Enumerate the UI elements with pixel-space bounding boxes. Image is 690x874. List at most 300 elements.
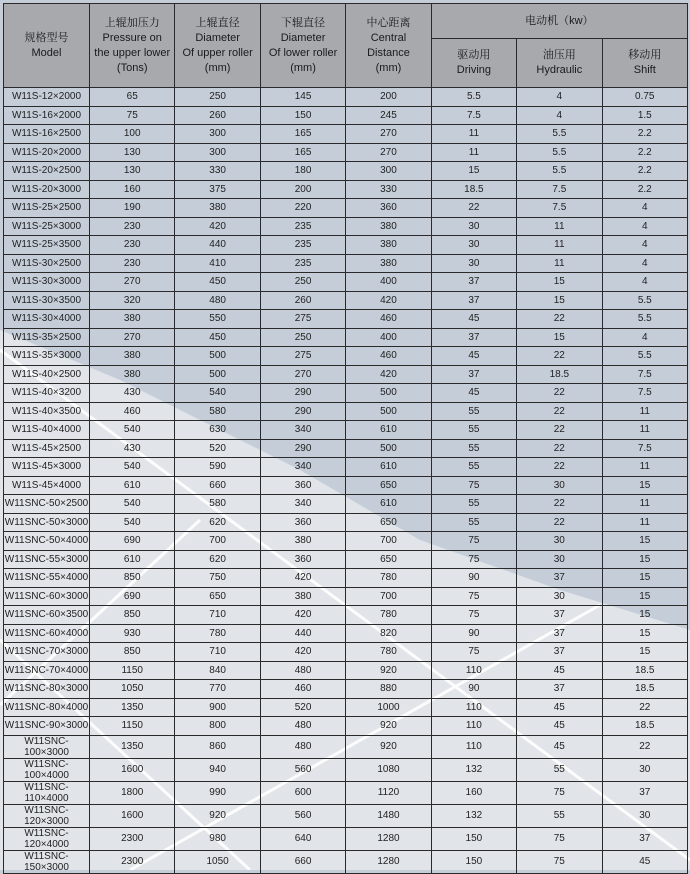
cell-central-distance: 780 — [346, 606, 431, 625]
cell-central-distance: 880 — [346, 680, 431, 699]
cell-model: W11S-25×3500 — [4, 236, 90, 255]
cell-pressure: 1150 — [90, 717, 175, 736]
cell-hydraulic: 55 — [517, 804, 602, 827]
cell-model: W11SNC-50×4000 — [4, 532, 90, 551]
cell-hydraulic: 45 — [517, 735, 602, 758]
cell-pressure: 130 — [90, 162, 175, 181]
cell-central-distance: 1080 — [346, 758, 431, 781]
cell-lower-diameter: 480 — [260, 661, 345, 680]
table-row — [4, 550, 688, 569]
cell-pressure: 2300 — [90, 850, 175, 873]
cell-shift: 18.5 — [602, 661, 687, 680]
cell-hydraulic: 5.5 — [517, 143, 602, 162]
table-row — [4, 291, 688, 310]
header-model: 规格型号 Model — [4, 4, 90, 88]
cell-central-distance: 1000 — [346, 698, 431, 717]
cell-shift: 15 — [602, 624, 687, 643]
cell-driving: 45 — [431, 310, 516, 329]
cell-hydraulic: 30 — [517, 587, 602, 606]
cell-lower-diameter: 145 — [260, 88, 345, 107]
table-row — [4, 310, 688, 329]
cell-lower-diameter: 150 — [260, 106, 345, 125]
cell-pressure: 850 — [90, 569, 175, 588]
cell-pressure: 100 — [90, 125, 175, 144]
cell-driving: 110 — [431, 698, 516, 717]
cell-central-distance: 700 — [346, 532, 431, 551]
header-upper-diameter: 上辊直径 Diameter Of upper roller (mm) — [175, 4, 260, 88]
cell-lower-diameter: 220 — [260, 199, 345, 218]
cell-central-distance: 1480 — [346, 804, 431, 827]
cell-upper-diameter: 580 — [175, 402, 260, 421]
cell-model: W11SNC-80×3000 — [4, 680, 90, 699]
cell-upper-diameter: 375 — [175, 180, 260, 199]
table-row — [4, 199, 688, 218]
cell-lower-diameter: 360 — [260, 476, 345, 495]
cell-central-distance: 245 — [346, 106, 431, 125]
cell-driving: 45 — [431, 347, 516, 366]
cell-driving: 75 — [431, 532, 516, 551]
cell-upper-diameter: 330 — [175, 162, 260, 181]
cell-upper-diameter: 700 — [175, 532, 260, 551]
cell-upper-diameter: 300 — [175, 143, 260, 162]
table-row — [4, 476, 688, 495]
cell-shift: 7.5 — [602, 384, 687, 403]
cell-shift: 11 — [602, 495, 687, 514]
cell-lower-diameter: 165 — [260, 143, 345, 162]
cell-hydraulic: 15 — [517, 273, 602, 292]
header-lower-diameter: 下辊直径 Diameter Of lower roller (mm) — [260, 4, 345, 88]
table-row — [4, 106, 688, 125]
cell-central-distance: 420 — [346, 291, 431, 310]
cell-shift: 15 — [602, 587, 687, 606]
cell-shift: 18.5 — [602, 680, 687, 699]
cell-pressure: 540 — [90, 458, 175, 477]
cell-shift: 4 — [602, 217, 687, 236]
cell-pressure: 1600 — [90, 758, 175, 781]
cell-shift: 30 — [602, 804, 687, 827]
cell-hydraulic: 5.5 — [517, 125, 602, 144]
cell-lower-diameter: 270 — [260, 365, 345, 384]
cell-pressure: 230 — [90, 217, 175, 236]
cell-upper-diameter: 650 — [175, 587, 260, 606]
table-row — [4, 624, 688, 643]
cell-pressure: 130 — [90, 143, 175, 162]
cell-shift: 2.2 — [602, 180, 687, 199]
table-row — [4, 735, 688, 758]
cell-shift: 4 — [602, 254, 687, 273]
cell-hydraulic: 11 — [517, 236, 602, 255]
cell-lower-diameter: 275 — [260, 347, 345, 366]
cell-hydraulic: 45 — [517, 661, 602, 680]
cell-shift: 15 — [602, 643, 687, 662]
cell-shift: 11 — [602, 421, 687, 440]
table-row — [4, 827, 688, 850]
cell-driving: 55 — [431, 402, 516, 421]
specification-table — [3, 3, 688, 874]
table-row — [4, 680, 688, 699]
cell-model: W11SNC-120×3000 — [4, 804, 90, 827]
cell-central-distance: 380 — [346, 236, 431, 255]
cell-lower-diameter: 290 — [260, 439, 345, 458]
cell-hydraulic: 4 — [517, 106, 602, 125]
cell-lower-diameter: 520 — [260, 698, 345, 717]
cell-upper-diameter: 450 — [175, 273, 260, 292]
cell-model: W11SNC-50×3000 — [4, 513, 90, 532]
cell-shift: 37 — [602, 781, 687, 804]
cell-hydraulic: 30 — [517, 550, 602, 569]
cell-upper-diameter: 780 — [175, 624, 260, 643]
table-row — [4, 236, 688, 255]
cell-central-distance: 1280 — [346, 827, 431, 850]
cell-hydraulic: 11 — [517, 254, 602, 273]
cell-hydraulic: 22 — [517, 458, 602, 477]
cell-shift: 2.2 — [602, 125, 687, 144]
cell-shift: 4 — [602, 328, 687, 347]
cell-pressure: 540 — [90, 513, 175, 532]
cell-lower-diameter: 235 — [260, 217, 345, 236]
cell-lower-diameter: 235 — [260, 236, 345, 255]
cell-hydraulic: 22 — [517, 402, 602, 421]
table-row — [4, 717, 688, 736]
cell-shift: 5.5 — [602, 347, 687, 366]
cell-driving: 37 — [431, 273, 516, 292]
header-shift: 移动用 Shift — [602, 39, 687, 88]
cell-model: W11S-45×2500 — [4, 439, 90, 458]
cell-model: W11SNC-55×4000 — [4, 569, 90, 588]
cell-lower-diameter: 560 — [260, 804, 345, 827]
cell-hydraulic: 7.5 — [517, 199, 602, 218]
cell-lower-diameter: 420 — [260, 606, 345, 625]
cell-lower-diameter: 440 — [260, 624, 345, 643]
cell-model: W11S-40×4000 — [4, 421, 90, 440]
cell-model: W11SNC-50×2500 — [4, 495, 90, 514]
cell-driving: 110 — [431, 735, 516, 758]
cell-driving: 75 — [431, 476, 516, 495]
table-row — [4, 143, 688, 162]
cell-central-distance: 650 — [346, 476, 431, 495]
cell-model: W11S-25×3000 — [4, 217, 90, 236]
header-driving: 驱动用 Driving — [431, 39, 516, 88]
cell-model: W11SNC-100×3000 — [4, 735, 90, 758]
cell-central-distance: 400 — [346, 328, 431, 347]
cell-hydraulic: 22 — [517, 347, 602, 366]
cell-pressure: 1150 — [90, 661, 175, 680]
cell-model: W11S-30×2500 — [4, 254, 90, 273]
cell-model: W11SNC-60×4000 — [4, 624, 90, 643]
cell-model: W11S-20×3000 — [4, 180, 90, 199]
table-row — [4, 384, 688, 403]
cell-upper-diameter: 900 — [175, 698, 260, 717]
cell-upper-diameter: 440 — [175, 236, 260, 255]
cell-hydraulic: 37 — [517, 643, 602, 662]
cell-hydraulic: 37 — [517, 624, 602, 643]
cell-central-distance: 700 — [346, 587, 431, 606]
cell-upper-diameter: 770 — [175, 680, 260, 699]
cell-lower-diameter: 275 — [260, 310, 345, 329]
cell-lower-diameter: 460 — [260, 680, 345, 699]
table-body — [4, 88, 688, 874]
cell-lower-diameter: 380 — [260, 587, 345, 606]
cell-upper-diameter: 940 — [175, 758, 260, 781]
cell-shift: 37 — [602, 827, 687, 850]
cell-shift: 2.2 — [602, 162, 687, 181]
cell-pressure: 610 — [90, 476, 175, 495]
cell-model: W11S-40×2500 — [4, 365, 90, 384]
cell-central-distance: 460 — [346, 310, 431, 329]
cell-central-distance: 820 — [346, 624, 431, 643]
cell-driving: 7.5 — [431, 106, 516, 125]
cell-upper-diameter: 250 — [175, 88, 260, 107]
cell-central-distance: 380 — [346, 217, 431, 236]
cell-driving: 160 — [431, 781, 516, 804]
cell-driving: 15 — [431, 162, 516, 181]
cell-model: W11S-45×3000 — [4, 458, 90, 477]
cell-driving: 90 — [431, 624, 516, 643]
table-row — [4, 217, 688, 236]
cell-hydraulic: 45 — [517, 717, 602, 736]
cell-hydraulic: 75 — [517, 827, 602, 850]
table-row — [4, 347, 688, 366]
cell-hydraulic: 22 — [517, 439, 602, 458]
table-row — [4, 804, 688, 827]
cell-hydraulic: 30 — [517, 532, 602, 551]
cell-central-distance: 500 — [346, 439, 431, 458]
cell-pressure: 690 — [90, 532, 175, 551]
cell-pressure: 230 — [90, 254, 175, 273]
cell-driving: 150 — [431, 827, 516, 850]
cell-upper-diameter: 980 — [175, 827, 260, 850]
cell-upper-diameter: 500 — [175, 347, 260, 366]
table-row — [4, 328, 688, 347]
cell-hydraulic: 75 — [517, 850, 602, 873]
cell-hydraulic: 5.5 — [517, 162, 602, 181]
cell-model: W11SNC-80×4000 — [4, 698, 90, 717]
cell-model: W11SNC-60×3000 — [4, 587, 90, 606]
cell-central-distance: 420 — [346, 365, 431, 384]
cell-lower-diameter: 235 — [260, 254, 345, 273]
cell-pressure: 380 — [90, 310, 175, 329]
cell-hydraulic: 7.5 — [517, 180, 602, 199]
cell-upper-diameter: 660 — [175, 476, 260, 495]
cell-driving: 55 — [431, 439, 516, 458]
cell-upper-diameter: 710 — [175, 643, 260, 662]
cell-lower-diameter: 290 — [260, 402, 345, 421]
cell-pressure: 540 — [90, 421, 175, 440]
cell-central-distance: 460 — [346, 347, 431, 366]
header-motor-group: 电动机（kw） — [431, 4, 687, 39]
cell-lower-diameter: 380 — [260, 532, 345, 551]
cell-shift: 5.5 — [602, 291, 687, 310]
cell-lower-diameter: 165 — [260, 125, 345, 144]
cell-shift: 4 — [602, 199, 687, 218]
table-row — [4, 513, 688, 532]
cell-lower-diameter: 250 — [260, 273, 345, 292]
cell-driving: 37 — [431, 328, 516, 347]
cell-pressure: 430 — [90, 384, 175, 403]
cell-pressure: 270 — [90, 328, 175, 347]
cell-model: W11S-30×3500 — [4, 291, 90, 310]
cell-shift: 1.5 — [602, 106, 687, 125]
cell-model: W11SNC-55×3000 — [4, 550, 90, 569]
cell-model: W11S-40×3200 — [4, 384, 90, 403]
cell-pressure: 320 — [90, 291, 175, 310]
cell-hydraulic: 22 — [517, 421, 602, 440]
cell-pressure: 75 — [90, 106, 175, 125]
cell-pressure: 1050 — [90, 680, 175, 699]
cell-hydraulic: 22 — [517, 513, 602, 532]
cell-hydraulic: 45 — [517, 698, 602, 717]
cell-lower-diameter: 290 — [260, 384, 345, 403]
cell-shift: 15 — [602, 569, 687, 588]
table-row — [4, 606, 688, 625]
cell-model: W11S-16×2500 — [4, 125, 90, 144]
cell-shift: 11 — [602, 458, 687, 477]
cell-central-distance: 400 — [346, 273, 431, 292]
cell-lower-diameter: 660 — [260, 850, 345, 873]
cell-central-distance: 780 — [346, 569, 431, 588]
cell-driving: 11 — [431, 125, 516, 144]
table-row — [4, 698, 688, 717]
cell-lower-diameter: 420 — [260, 643, 345, 662]
cell-driving: 45 — [431, 384, 516, 403]
cell-hydraulic: 75 — [517, 781, 602, 804]
cell-driving: 75 — [431, 587, 516, 606]
table-row — [4, 569, 688, 588]
cell-upper-diameter: 520 — [175, 439, 260, 458]
cell-model: W11SNC-110×4000 — [4, 781, 90, 804]
cell-central-distance: 920 — [346, 717, 431, 736]
cell-hydraulic: 37 — [517, 606, 602, 625]
cell-upper-diameter: 1050 — [175, 850, 260, 873]
table-row — [4, 495, 688, 514]
cell-pressure: 850 — [90, 606, 175, 625]
cell-upper-diameter: 420 — [175, 217, 260, 236]
cell-lower-diameter: 420 — [260, 569, 345, 588]
cell-pressure: 2300 — [90, 827, 175, 850]
cell-central-distance: 270 — [346, 143, 431, 162]
cell-shift: 15 — [602, 550, 687, 569]
cell-hydraulic: 15 — [517, 328, 602, 347]
cell-driving: 30 — [431, 254, 516, 273]
cell-pressure: 1600 — [90, 804, 175, 827]
cell-upper-diameter: 500 — [175, 365, 260, 384]
cell-driving: 90 — [431, 680, 516, 699]
cell-central-distance: 1120 — [346, 781, 431, 804]
cell-model: W11S-20×2000 — [4, 143, 90, 162]
cell-central-distance: 330 — [346, 180, 431, 199]
cell-model: W11S-35×3000 — [4, 347, 90, 366]
cell-pressure: 930 — [90, 624, 175, 643]
cell-driving: 150 — [431, 850, 516, 873]
cell-upper-diameter: 750 — [175, 569, 260, 588]
cell-pressure: 1350 — [90, 735, 175, 758]
cell-upper-diameter: 450 — [175, 328, 260, 347]
cell-lower-diameter: 640 — [260, 827, 345, 850]
cell-central-distance: 500 — [346, 402, 431, 421]
cell-model: W11S-20×2500 — [4, 162, 90, 181]
cell-driving: 110 — [431, 661, 516, 680]
cell-driving: 132 — [431, 804, 516, 827]
cell-central-distance: 610 — [346, 421, 431, 440]
cell-shift: 22 — [602, 698, 687, 717]
cell-pressure: 460 — [90, 402, 175, 421]
cell-driving: 11 — [431, 143, 516, 162]
cell-hydraulic: 37 — [517, 569, 602, 588]
cell-shift: 30 — [602, 758, 687, 781]
table-row — [4, 661, 688, 680]
cell-shift: 11 — [602, 513, 687, 532]
cell-shift: 18.5 — [602, 717, 687, 736]
cell-central-distance: 650 — [346, 550, 431, 569]
cell-pressure: 190 — [90, 199, 175, 218]
cell-model: W11SNC-100×4000 — [4, 758, 90, 781]
cell-pressure: 160 — [90, 180, 175, 199]
table-row — [4, 125, 688, 144]
cell-upper-diameter: 590 — [175, 458, 260, 477]
cell-driving: 30 — [431, 217, 516, 236]
table-row — [4, 180, 688, 199]
cell-driving: 75 — [431, 606, 516, 625]
table-row — [4, 532, 688, 551]
cell-model: W11SNC-70×4000 — [4, 661, 90, 680]
cell-upper-diameter: 380 — [175, 199, 260, 218]
cell-central-distance: 920 — [346, 661, 431, 680]
cell-central-distance: 270 — [346, 125, 431, 144]
cell-shift: 15 — [602, 476, 687, 495]
cell-model: W11SNC-150×3000 — [4, 850, 90, 873]
cell-central-distance: 780 — [346, 643, 431, 662]
cell-pressure: 1800 — [90, 781, 175, 804]
cell-model: W11S-30×4000 — [4, 310, 90, 329]
cell-upper-diameter: 620 — [175, 550, 260, 569]
cell-model: W11S-40×3500 — [4, 402, 90, 421]
cell-model: W11SNC-60×3500 — [4, 606, 90, 625]
cell-model: W11S-30×3000 — [4, 273, 90, 292]
cell-lower-diameter: 340 — [260, 495, 345, 514]
cell-upper-diameter: 480 — [175, 291, 260, 310]
cell-driving: 18.5 — [431, 180, 516, 199]
cell-driving: 55 — [431, 458, 516, 477]
cell-pressure: 610 — [90, 550, 175, 569]
cell-lower-diameter: 340 — [260, 458, 345, 477]
cell-shift: 5.5 — [602, 310, 687, 329]
table-row — [4, 402, 688, 421]
header-pressure: 上辊加压力 Pressure on the upper lower (Tons) — [90, 4, 175, 88]
cell-driving: 90 — [431, 569, 516, 588]
table-row — [4, 587, 688, 606]
cell-shift: 7.5 — [602, 439, 687, 458]
cell-upper-diameter: 300 — [175, 125, 260, 144]
cell-pressure: 230 — [90, 236, 175, 255]
cell-upper-diameter: 260 — [175, 106, 260, 125]
cell-driving: 37 — [431, 291, 516, 310]
cell-pressure: 850 — [90, 643, 175, 662]
cell-model: W11S-16×2000 — [4, 106, 90, 125]
table-row — [4, 273, 688, 292]
cell-model: W11SNC-90×3000 — [4, 717, 90, 736]
cell-hydraulic: 30 — [517, 476, 602, 495]
cell-hydraulic: 4 — [517, 88, 602, 107]
cell-upper-diameter: 540 — [175, 384, 260, 403]
cell-lower-diameter: 480 — [260, 735, 345, 758]
cell-hydraulic: 22 — [517, 310, 602, 329]
cell-pressure: 65 — [90, 88, 175, 107]
cell-model: W11S-25×2500 — [4, 199, 90, 218]
cell-upper-diameter: 550 — [175, 310, 260, 329]
cell-driving: 55 — [431, 495, 516, 514]
cell-lower-diameter: 600 — [260, 781, 345, 804]
header-central-distance: 中心距离 Central Distance (mm) — [346, 4, 431, 88]
